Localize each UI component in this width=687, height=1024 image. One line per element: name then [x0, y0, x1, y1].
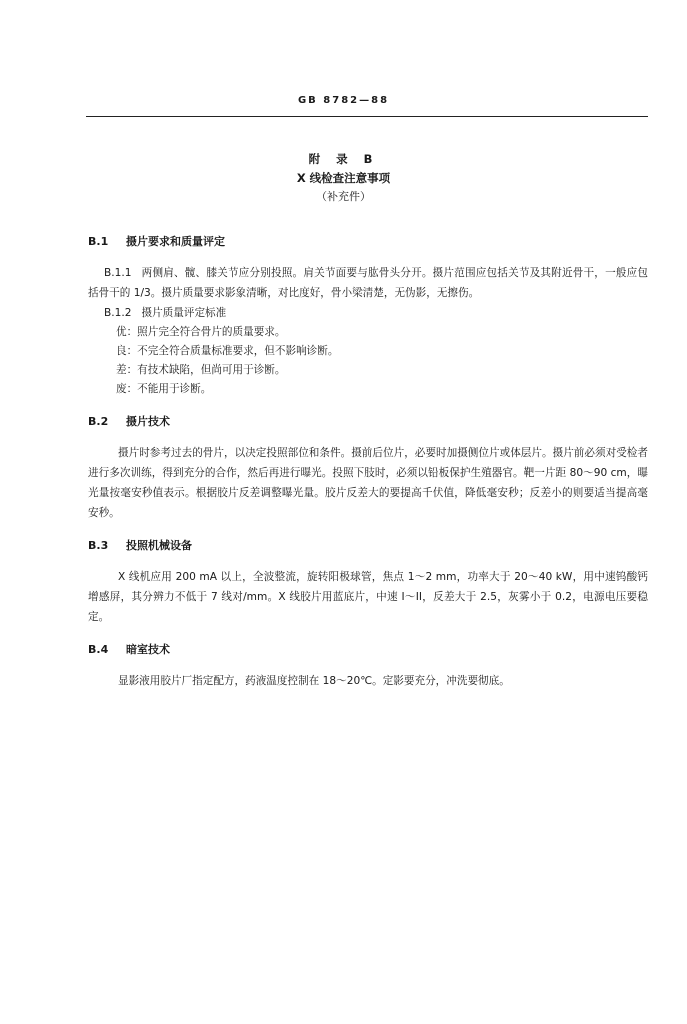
section-title: 投照机械设备 — [126, 539, 192, 552]
section-title: 摄片技术 — [126, 415, 170, 428]
document-body — [88, 233, 648, 691]
list-item: 废：不能用于诊断。 — [116, 383, 212, 395]
section-b2 — [88, 413, 648, 523]
section-number: B.3 — [88, 539, 109, 552]
list-item: 良：不完全符合质量标准要求，但不影响诊断。 — [116, 345, 339, 357]
section-b1 — [88, 233, 648, 399]
list-item: 优：照片完全符合骨片的质量要求。 — [116, 326, 286, 338]
section-heading — [88, 641, 648, 659]
section-paragraph: 显影液用胶片厂指定配方，药液温度控制在 18～20℃。定影要充分，冲洗要彻底。 — [118, 675, 510, 687]
appendix-title: 附 录 B — [308, 152, 379, 166]
section-b3 — [88, 537, 648, 627]
section-title: 摄片要求和质量评定 — [126, 235, 225, 248]
appendix-subtitle: X 线检查注意事项 — [296, 171, 391, 185]
standard-code-header: GB 8782—88 — [297, 95, 390, 106]
clause-b12 — [88, 303, 648, 323]
appendix-title-block — [0, 150, 687, 206]
section-heading — [88, 233, 648, 251]
list-item: 差：有技术缺陷，但尚可用于诊断。 — [116, 364, 286, 376]
clause-title: 摄片质量评定标准 — [141, 307, 227, 319]
section-number: B.2 — [88, 415, 109, 428]
section-paragraph: X 线机应用 200 mA 以上，全波整流，旋转阳极球管，焦点 1～2 mm，功率大于 20～40 kW，用中速钨酸钙增感屏，其分辨力不低于 7 线对/mm。X 线胶片用蓝底片，中速 I～II，反差大于 2.5，灰雾小于 0.2，电源电压要稳定。 — [88, 571, 648, 623]
clause-b11 — [88, 263, 648, 303]
clause-number: B.1.2 — [104, 307, 132, 319]
header-rule — [86, 116, 648, 117]
appendix-note: （补充件） — [316, 190, 371, 203]
section-number: B.4 — [88, 643, 109, 656]
section-heading — [88, 413, 648, 431]
section-heading — [88, 537, 648, 555]
clause-text: 两侧肩、髋、膝关节应分别投照。肩关节面要与肱骨头分开。摄片范围应包括关节及其附近骨干，一般应包括骨干的 1/3。摄片质量要求影象清晰，对比度好，骨小梁清楚，无伪影，无擦伤。 — [88, 267, 648, 299]
section-number: B.1 — [88, 235, 109, 248]
section-b4 — [88, 641, 648, 691]
section-paragraph: 摄片时参考过去的骨片，以决定投照部位和条件。摄前后位片，必要时加摄侧位片或体层片。摄片前必须对受检者进行多次训练，得到充分的合作，然后再进行曝光。投照下肢时，必须以铅板保护生殖器官。靶一片距 80～90 cm，曝光量按毫安秒值表示。根据胶片反差调整曝光量。胶片反差大的要提高千伏值，降低毫安秒；反差小的则要适当提高毫安秒。 — [88, 447, 648, 519]
section-title: 暗室技术 — [126, 643, 170, 656]
clause-number: B.1.1 — [104, 267, 132, 279]
